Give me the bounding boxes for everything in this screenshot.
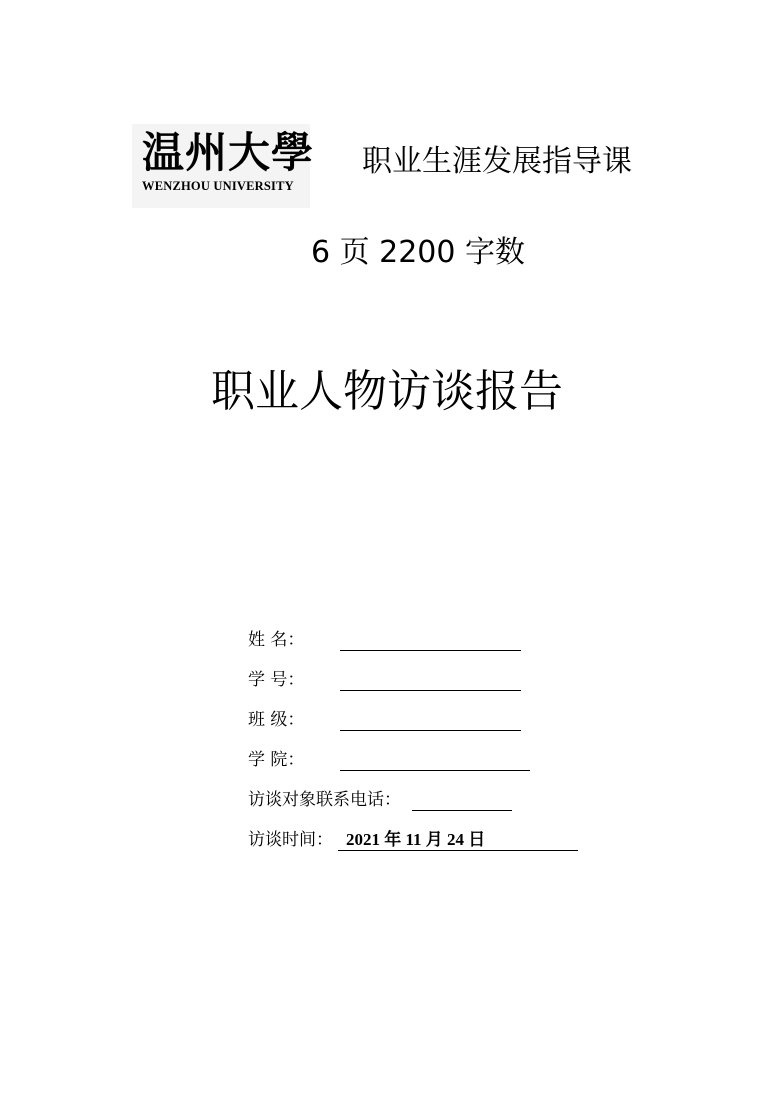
name-field[interactable] [340, 628, 521, 651]
contact-phone-label: 访谈对象联系电话： [248, 790, 401, 810]
logo-english-text: WENZHOU UNIVERSITY [142, 179, 294, 193]
college-field[interactable] [340, 748, 530, 771]
logo-chinese-text: 温州大學 [142, 128, 315, 177]
class-field[interactable] [340, 708, 521, 731]
class-label: 班 级： [248, 710, 305, 730]
university-logo [132, 124, 315, 208]
course-title: 职业生涯发展指导课 [362, 144, 632, 179]
interview-time-label: 访谈时间： [248, 830, 333, 850]
student-id-field[interactable] [340, 668, 521, 691]
page-count-subtitle: 6 页 2200 字数 [310, 235, 526, 270]
report-title: 职业人物访谈报告 [211, 366, 563, 417]
college-label: 学 院： [248, 750, 305, 770]
student-id-label: 学 号： [248, 670, 305, 690]
name-label: 姓 名： [248, 630, 305, 650]
contact-phone-field[interactable] [412, 788, 512, 811]
interview-date-value: 2021 年 11 月 24 日 [346, 830, 486, 849]
